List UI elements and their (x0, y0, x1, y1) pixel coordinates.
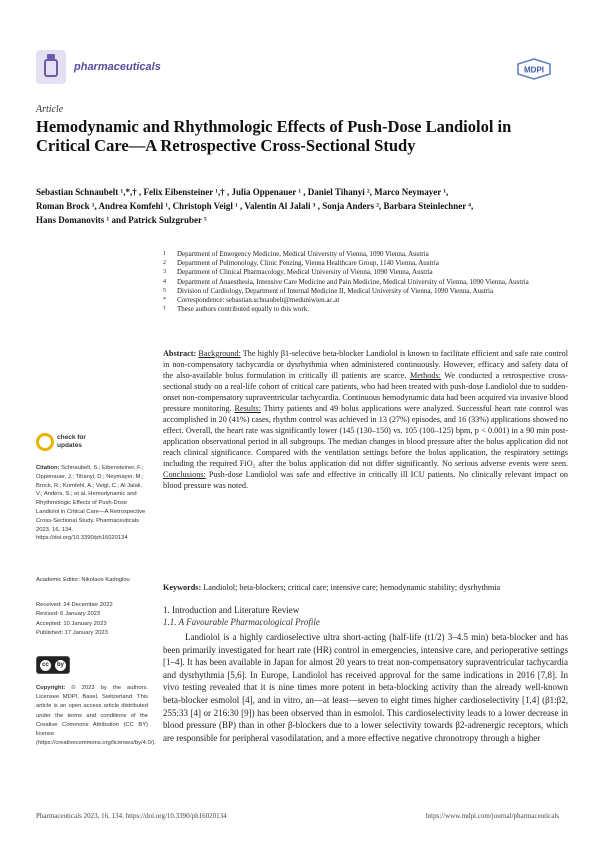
conclusions-text: Push-dose Landiolol was safe and effective in critically ill ICU patients. No clinically relevant impact on blood pressure was noted. (163, 470, 568, 490)
affiliation-item: 4 Department of Anaesthesia, Intensive Care Medicine and Pain Medicine, Medical University of Vienna, 1090 Vienna, Austria (163, 277, 529, 286)
conclusions-label: Conclusions: (163, 470, 206, 479)
author-line[interactable]: Sebastian Schnaubelt ¹,*,† , Felix Eibensteiner ¹,† , Julia Oppenauer ¹ , Daniel Tihanyi ², Marco Neymayer ¹, (36, 187, 449, 197)
results-text: Thirty patients and 49 bolus applications were analyzed. Successful heart rate control was accomplished in 20 (41%) cases, rhythm control was achieved in 13 (27%) episodes, and 16 (33%) applications showed no effect. Overall, the heart rate was significantly lower (145 (130–150) vs. 105 (100–125) bpm, p < 0.001) in a 90 min post-application observational period in all subgroups. The median changes in blood pressure after the bolus application did not reach clinical significance. Compared with the ventilation settings before the bolus application, the respiratory settings including the required FiO₂ after the bolus application did not differ significantly. No serious adverse events were seen. (163, 404, 569, 468)
keywords (163, 582, 568, 593)
article-type: Article (36, 104, 64, 115)
publication-dates (36, 601, 148, 638)
keywords-label: Keywords: (163, 583, 202, 592)
footer-journal-url[interactable]: https://www.mdpi.com/journal/pharmaceuticals (425, 812, 559, 820)
affiliation-item: 3 Department of Clinical Pharmacology, Medical University of Vienna, 1090 Vienna, Austria (163, 268, 433, 277)
affiliation-item: 2 Department of Pulmonology, Clinic Penzing, Vienna Healthcare Group, 1140 Vienna, Austria (163, 259, 439, 268)
cc-icon: cc (40, 660, 51, 671)
section-heading: 1. Introduction and Literature Review (163, 605, 300, 615)
abstract (163, 348, 568, 491)
date-accepted: Accepted: 10 January 2023 (36, 620, 107, 627)
copyright (36, 684, 156, 748)
author-line[interactable]: Hans Domanovits ¹ and Patrick Sulzgruber ⁵ (36, 215, 207, 225)
check-updates-label: check for updates (57, 434, 86, 449)
journal-name[interactable]: pharmaceuticals (74, 61, 161, 73)
background-text: The highly β1-selective beta-blocker Landiolol is known to facilitate efficient and safe rate control in non-compensatory tachycardia or dysrhythmia when administered continuously. However, efficacy and safety data of the also-available bolus formulation in critically ill patients are scarce. (163, 349, 568, 380)
copyright-text: © 2023 by the authors. Licensee MDPI, Basel, Switzerland. This article is an open access article distributed under the terms and conditions of the Creative Commons Attribution (CC BY) license (https://creativecommons.org/licenses/by/4.0/). (36, 685, 156, 747)
by-icon: by (55, 660, 66, 671)
affiliation-item: 1 Department of Emergency Medicine, Medical University of Vienna, 1090 Vienna, Austria (163, 250, 429, 258)
bottle-icon (44, 59, 58, 77)
citation (36, 464, 148, 543)
journal-logo (36, 50, 66, 84)
affiliations (163, 250, 568, 314)
body-paragraph: Landiolol is a highly cardioselective ultra short-acting (half-life (t1/2) 3–4.5 min) beta-blocker and has been primarily investigated for heart rate (HR) control in emergencies, intensive care, and perioperative settings [1–4]. It has been available in Japan for almost 20 years to treat non-compensatory supraventricular tachycardia and dysrhythmia [5,6]. In Europe, Landiolol has received approval for the same indications in 2016 [7,8]. In vivo testing revealed that it is nine times more potent in beta-blocking activity than the already well-known beta-blocker esmolol [4], and in vitro, an—at least—seven to eight times higher cardioselectivity [1,4] (β1:β2, 255:33 [4] or 216:30 [9]) has been observed than in esmolol. This cardioselectivity leads to a lower decrease in blood pressure (BP) than in other β-blockers due to a lower selectivity towards β2-adrenergic receptors, which are responsible for peripheral vasodilatation, and a more effective negative chronotropy through a higher (163, 632, 568, 743)
mdpi-logo[interactable] (516, 58, 552, 80)
background-label: Background: (198, 349, 241, 358)
correspondence[interactable]: * Correspondence: sebastian.schnaubelt@meduniwien.ac.at (163, 296, 340, 305)
subsection-heading: 1.1. A Favourable Pharmacological Profile (163, 617, 320, 627)
page-footer (36, 812, 559, 820)
academic-editor: Academic Editor: Nikolaos Kadoglou (36, 577, 130, 583)
keywords-text: Landiolol; beta-blockers; critical care; intensive care; hemodynamic stability; dysrhythmia (201, 583, 501, 592)
date-received: Received: 24 December 2022 (36, 602, 113, 608)
check-for-updates-badge[interactable] (36, 433, 96, 455)
affiliation-item: 5 Division of Cardiology, Department of Internal Medicine II, Medical University of Vienna, 1090 Vienna, Austria (163, 286, 494, 295)
abstract-label: Abstract: (163, 349, 197, 358)
methods-text: We conducted a retrospective cross-sectional study on a real-life cohort of critical care patients, who had been treated with push-dose Landiolol due to sudden-onset non-compensatory supraventricular tachycardia. Continuous hemodynamic data had been acquired via invasive blood pressure monitoring. (163, 371, 569, 413)
equal-contribution-note: † These authors contributed equally to this work. (163, 305, 309, 314)
methods-label: Methods: (409, 371, 441, 380)
date-published: Published: 17 January 2023 (36, 629, 108, 636)
date-revised: Revised: 6 January 2023 (36, 611, 101, 618)
footer-citation[interactable]: Pharmaceuticals 2023, 16, 134. https://doi.org/10.3390/ph16020134 (36, 812, 227, 820)
citation-text: Schnaubelt, S.; Eibensteiner, F.; Oppenauer, J.; Tihanyi, D.; Neymayer, M.; Brock, R.; Komfehl, A.; Veigl, C.; Al Jalali, V.; Anders, S.; et al. Hemodynamic and Rhythmologic Effects of Push-Dose Landiolol in Critical Care—A Retrospective Cross-Sectional Study. Pharmaceuticals 2023, 16, 134. https://doi.org/10.3390/ph16020134 (36, 465, 146, 542)
cc-by-license-badge[interactable] (36, 656, 70, 674)
mdpi-logo-text: MDPI (524, 65, 544, 75)
paper-title: Hemodynamic and Rhythmologic Effects of Push-Dose Landiolol in Critical Care—A Retrospective Cross-Sectional Study (36, 117, 512, 155)
results-label: Results: (234, 404, 261, 413)
check-updates-icon (36, 433, 54, 451)
citation-label: Citation: (36, 465, 60, 471)
copyright-label: Copyright: (36, 685, 66, 691)
author-line[interactable]: Roman Brock ¹, Andrea Komfehl ¹, Christoph Veigl ¹ , Valentin Al Jalali ³ , Sonja Anders ², Barbara Steinlechner ⁴, (36, 201, 474, 211)
author-list (36, 185, 566, 227)
